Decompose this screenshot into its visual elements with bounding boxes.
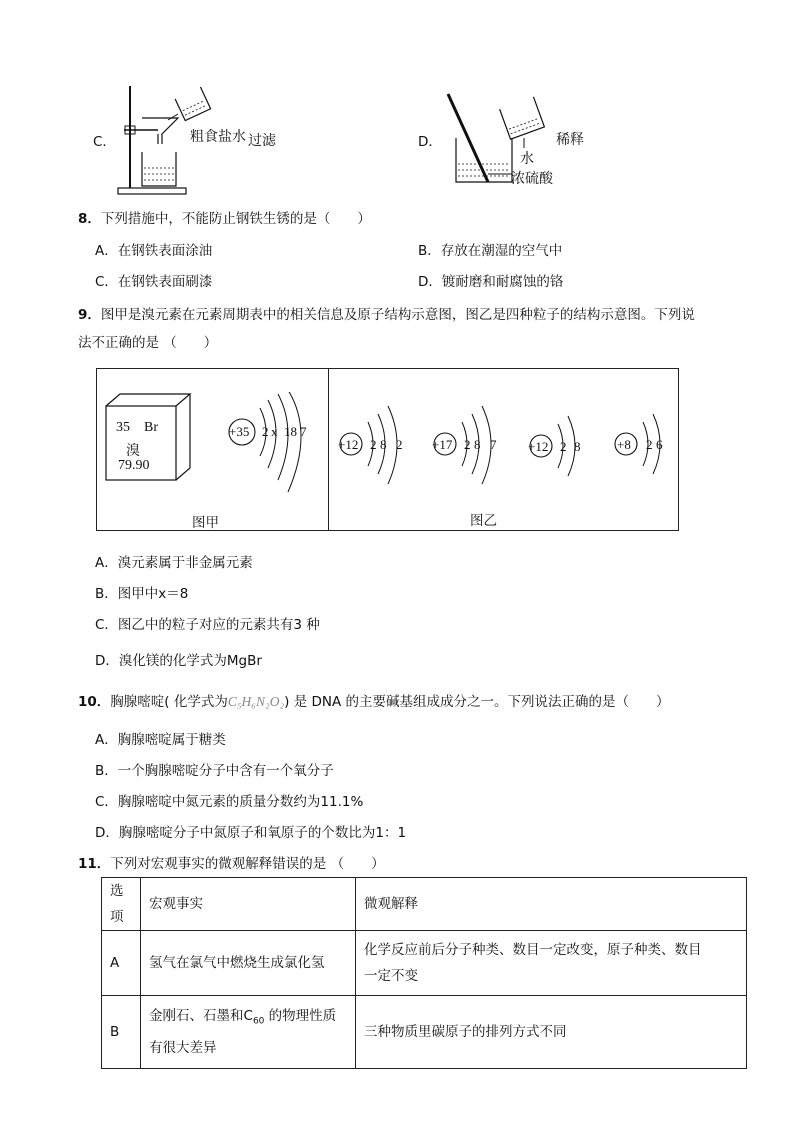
- br-atomic-mass: 79.90: [118, 458, 150, 473]
- row-a-explain: [356, 931, 747, 996]
- row-b-fact-line2: 有很大差异: [149, 1039, 217, 1056]
- q7-option-d-letter: D．: [418, 134, 442, 150]
- q7-option-c-letter: C．: [93, 134, 116, 150]
- particle-3-nucleus: +12: [528, 439, 549, 454]
- particle-4-shell-1: 2: [646, 437, 653, 452]
- q10-formula: C₅H₆N₂O₂: [227, 694, 285, 709]
- q9-option-b: B．图甲中x＝8: [95, 586, 189, 602]
- fig-yi-caption: 图乙: [470, 513, 497, 529]
- particle-1-shell-3: 2: [396, 437, 403, 452]
- q8-stem-text: 下列措施中，不能防止钢铁生锈的是（ ）: [100, 211, 371, 227]
- particle-2-nucleus: +17: [432, 437, 453, 452]
- q8-option-c: C．在钢铁表面刷漆: [95, 274, 213, 290]
- particle-1-nucleus: +12: [338, 437, 359, 452]
- q10-option-d: D．胸腺嘧啶分子中氮原子和氧原子的个数比为1：1: [95, 825, 407, 841]
- q11-stem: [78, 852, 385, 872]
- particle-2-shell-1: 2: [464, 437, 471, 452]
- particle-3-shell-2: 8: [574, 439, 581, 454]
- q9-stem-line1: 图甲是溴元素在元素周期表中的相关信息及原子结构示意图，图乙是四种粒子的结构示意图。下列说: [100, 307, 695, 323]
- q7-d-label-water: 水: [520, 151, 534, 167]
- table-header-row: [102, 878, 747, 931]
- row-a-fact: 氢气在氯气中燃烧生成氯化氢: [141, 931, 356, 996]
- q10-option-a: A．胸腺嘧啶属于糖类: [95, 732, 226, 748]
- q9-stem: [78, 303, 695, 323]
- particle-2-shell-2: 8: [474, 437, 481, 452]
- row-a-explain-line1: 化学反应前后分子种类、数目一定改变，原子种类、数目: [364, 942, 702, 958]
- br-name: 溴: [126, 443, 140, 459]
- br-shell-4: 7: [300, 424, 307, 439]
- br-shell-1: 2: [262, 424, 269, 439]
- q11-table: [101, 877, 747, 1069]
- row-a-explain-line2: 一定不变: [364, 968, 418, 984]
- q10-stem-post: ) 是 DNA 的主要碱基组成成分之一。下列说法正确的是（ ）: [284, 694, 670, 710]
- q10-number: 10．: [78, 694, 111, 710]
- br-shell-2: x: [271, 424, 278, 439]
- q11-stem-text: 下列对宏观事实的微观解释错误的是 （ ）: [110, 856, 385, 872]
- q8-stem: [78, 207, 371, 227]
- q10-option-b: B．一个胸腺嘧啶分子中含有一个氧分子: [95, 763, 334, 779]
- q8-option-d: D．镀耐磨和耐腐蚀的铬: [418, 274, 564, 290]
- row-b-fact-post: 的物理性质: [264, 1008, 337, 1025]
- row-b-option: B: [102, 996, 141, 1069]
- row-b-explain: 三种物质里碳原子的排列方式不同: [356, 996, 747, 1069]
- q7-d-label-acid: 浓硫酸: [511, 171, 553, 187]
- header-option: 选项: [102, 878, 141, 931]
- row-b-fact-pre: 金刚石、石墨和C: [149, 1008, 253, 1025]
- q10-stem: [78, 690, 670, 710]
- row-b-fact-sub: 60: [252, 1016, 265, 1027]
- br-symbol: Br: [144, 420, 158, 435]
- particle-1-shell-1: 2: [370, 437, 377, 452]
- bromine-atom-structure: [222, 392, 322, 496]
- header-fact: 宏观事实: [141, 878, 356, 931]
- q10-stem-pre: 胸腺嘧啶( 化学式为: [110, 694, 228, 710]
- particle-1-shell-2: 8: [380, 437, 387, 452]
- br-shell-3: 18: [284, 424, 297, 439]
- q8-option-a: A．在钢铁表面涂油: [95, 243, 213, 259]
- q11-number: 11．: [78, 856, 111, 872]
- q10-option-c: C．胸腺嘧啶中氮元素的质量分数约为11.1%: [95, 794, 364, 810]
- q9-stem-line2: 法不正确的是 （ ）: [78, 335, 218, 351]
- row-a-option: A: [102, 931, 141, 996]
- q9-option-c: C．图乙中的粒子对应的元素共有3 种: [95, 617, 320, 633]
- q8-number: 8．: [78, 211, 101, 227]
- header-explain: 微观解释: [356, 878, 747, 931]
- q9-figure-divider: [328, 368, 329, 531]
- q9-option-d: D．溴化镁的化学式为MgBr: [95, 653, 262, 669]
- q7-c-label-filter: 过滤: [248, 133, 276, 149]
- br-nucleus: +35: [229, 424, 250, 439]
- q8-option-b: B．存放在潮湿的空气中: [418, 243, 563, 259]
- particle-3-shell-1: 2: [560, 439, 567, 454]
- particle-4-nucleus: +8: [617, 437, 631, 452]
- particle-2-shell-3: 7: [490, 437, 497, 452]
- q7-d-label-dilute: 稀释: [556, 132, 584, 148]
- particle-4-shell-2: 6: [656, 437, 663, 452]
- q7-c-label-crude-salt: 粗食盐水: [190, 129, 246, 145]
- table-row: [102, 996, 747, 1069]
- fig-jia-caption: 图甲: [192, 515, 219, 531]
- q9-number: 9．: [78, 307, 101, 323]
- row-b-fact: [141, 996, 356, 1069]
- table-row: [102, 931, 747, 996]
- q9-option-a: A．溴元素属于非金属元素: [95, 555, 253, 571]
- br-atomic-number: 35: [116, 420, 130, 435]
